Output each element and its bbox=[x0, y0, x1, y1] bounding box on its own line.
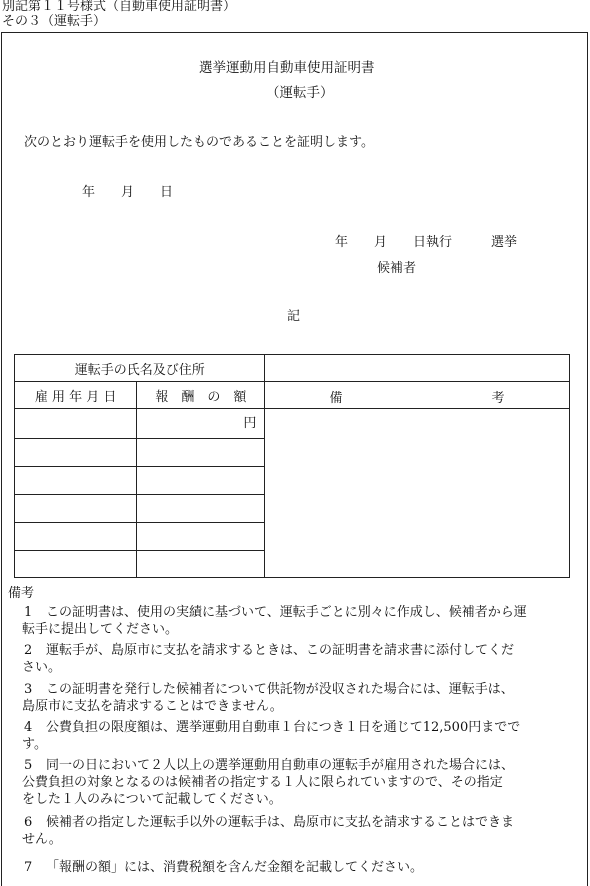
candidate-label: 候補者 bbox=[377, 261, 417, 276]
note-line: 公費負担の対象となるのは候補者の指定する１人に限られていますので、その指定 bbox=[22, 775, 503, 790]
employment-date-cell[interactable] bbox=[15, 523, 137, 551]
name-address-field[interactable] bbox=[265, 355, 570, 382]
ki-mark: 記 bbox=[287, 309, 301, 324]
note-line: せん。 bbox=[22, 832, 62, 847]
note-text bbox=[22, 814, 583, 848]
note-number: 3 bbox=[24, 682, 33, 697]
note-line: この証明書は、使用の実績に基づいて、運転手ごとに別々に作成し、候補者から運 bbox=[46, 605, 527, 620]
employment-date-cell[interactable] bbox=[15, 467, 137, 495]
note-number: 2 bbox=[24, 643, 33, 658]
note-item bbox=[8, 719, 583, 753]
note-text bbox=[22, 642, 583, 676]
note-text bbox=[22, 604, 583, 638]
remarks-header-char-1: 備 bbox=[329, 391, 343, 406]
note-line: さい。 bbox=[22, 660, 62, 675]
form-variant-label: その３（運転手） bbox=[2, 14, 107, 29]
note-line: 候補者の指定した運転手以外の運転手は、島原市に支払を請求することはできま bbox=[46, 815, 515, 830]
note-number: 5 bbox=[24, 758, 33, 773]
note-item bbox=[8, 757, 583, 809]
certification-statement: 次のとおり運転手を使用したものであることを証明します。 bbox=[24, 135, 374, 150]
amount-cell[interactable] bbox=[137, 409, 265, 439]
election-date-line: 年 月 日執行 選挙 bbox=[335, 235, 518, 250]
note-line: す。 bbox=[22, 737, 47, 752]
amount-cell[interactable] bbox=[137, 439, 265, 467]
note-number: 7 bbox=[24, 860, 33, 875]
document-title: 選挙運動用自動車使用証明書 bbox=[199, 60, 375, 76]
name-address-label: 運転手の氏名及び住所 bbox=[15, 355, 265, 382]
employment-date-cell[interactable] bbox=[15, 409, 137, 439]
certification-date: 年 月 日 bbox=[82, 185, 174, 200]
employment-date-cell[interactable] bbox=[15, 439, 137, 467]
note-text bbox=[22, 719, 583, 753]
note-line: 同一の日において２人以上の選挙運動用自動車の運転手が雇用された場合には、 bbox=[46, 758, 515, 773]
amount-cell[interactable] bbox=[137, 467, 265, 495]
note-text bbox=[22, 757, 583, 808]
note-item bbox=[8, 681, 583, 715]
note-line: この証明書を発行した候補者について供託物が没収された場合には、運転手は、 bbox=[46, 682, 514, 697]
remarks-cell[interactable] bbox=[265, 409, 570, 578]
name-address-row bbox=[15, 355, 570, 382]
note-item bbox=[8, 604, 583, 638]
table-row bbox=[15, 409, 570, 439]
note-line: 転手に提出してください。 bbox=[22, 622, 179, 637]
amount-cell[interactable] bbox=[137, 495, 265, 523]
remarks-header-char-2: 考 bbox=[491, 391, 505, 406]
document-subtitle: （運転手） bbox=[266, 85, 334, 101]
form-number-label: 別記第１１号様式（自動車使用証明書） bbox=[2, 0, 237, 14]
note-line: 公費負担の限度額は、選挙運動用自動車１台につき１日を通じて12,500円までで bbox=[46, 720, 521, 735]
notes-heading: 備考 bbox=[8, 586, 35, 601]
note-line: 島原市に支払を請求することはできません。 bbox=[22, 699, 283, 714]
note-line: 運転手が、島原市に支払を請求するときは、この証明書を請求書に添付してくだ bbox=[46, 643, 515, 658]
note-item bbox=[8, 859, 583, 877]
note-number: 6 bbox=[24, 815, 33, 830]
column-header-row bbox=[15, 382, 570, 409]
employment-date-cell[interactable] bbox=[15, 551, 137, 578]
note-number: 1 bbox=[24, 605, 33, 620]
note-text bbox=[22, 681, 583, 715]
driver-table bbox=[14, 354, 570, 578]
note-number: 4 bbox=[24, 720, 33, 735]
amount-cell[interactable] bbox=[137, 551, 265, 578]
employment-date-cell[interactable] bbox=[15, 495, 137, 523]
note-line: 「報酬の額」には、消費税額を含んだ金額を記載してください。 bbox=[46, 860, 424, 875]
yen-unit: 円 bbox=[243, 416, 257, 431]
amount-header: 報 酬 の 額 bbox=[137, 382, 265, 409]
employment-date-header: 雇 用 年 月 日 bbox=[15, 382, 137, 409]
amount-cell[interactable] bbox=[137, 523, 265, 551]
note-item bbox=[8, 642, 583, 676]
note-line: をした１人のみについて記載してください。 bbox=[22, 792, 282, 807]
note-text bbox=[46, 859, 583, 876]
note-item bbox=[8, 814, 583, 848]
remarks-header bbox=[265, 382, 570, 409]
